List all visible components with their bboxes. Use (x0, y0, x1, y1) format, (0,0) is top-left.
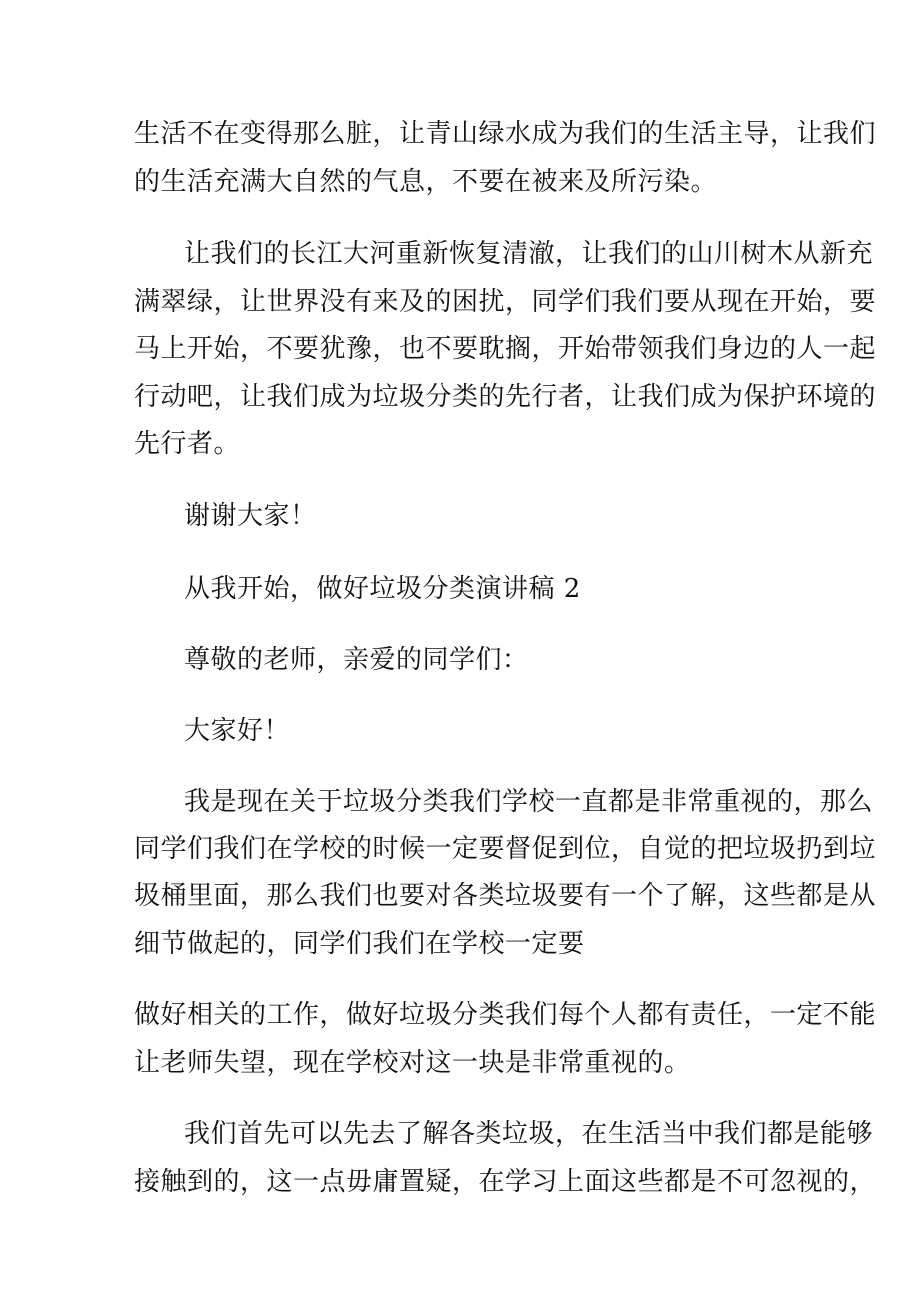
section-title: 从我开始，做好垃圾分类演讲稿 2 (184, 574, 581, 604)
text-line: 接触到的，这一点毋庸置疑，在学习上面这些都是不可忽视的， (134, 1167, 877, 1197)
text-line: 我是现在关于垃圾分类我们学校一直都是非常重视的，那么 (184, 787, 874, 817)
text-line: 让我们的长江大河重新恢复清澈，让我们的山川树木从新充 (184, 239, 874, 269)
text-line: 先行者。 (134, 429, 241, 459)
text-line: 我们首先可以先去了解各类垃圾，在生活当中我们都是能够 (184, 1119, 874, 1149)
text-line: 谢谢大家！ (184, 501, 317, 531)
text-line: 生活不在变得那么脏，让青山绿水成为我们的生活主导，让我们 (134, 119, 877, 149)
text-line: 让老师失望，现在学校对这一块是非常重视的。 (134, 1048, 691, 1078)
text-line: 的生活充满大自然的气息，不要在被来及所污染。 (134, 167, 718, 197)
text-line: 同学们我们在学校的时候一定要督促到位，自觉的把垃圾扔到垃 (134, 834, 877, 864)
greeting: 大家好！ (184, 716, 291, 746)
text-line: 圾桶里面，那么我们也要对各类垃圾要有一个了解，这些都是从 (134, 881, 877, 911)
text-line: 细节做起的，同学们我们在学校一定要 (134, 929, 585, 959)
text-line: 马上开始，不要犹豫，也不要耽搁，开始带领我们身边的人一起 (134, 334, 877, 364)
text-line: 满翠绿，让世界没有来及的困扰，同学们我们要从现在开始，要 (134, 287, 877, 317)
salutation: 尊敬的老师，亲爱的同学们： (184, 645, 529, 675)
text-line: 做好相关的工作，做好垃圾分类我们每个人都有责任，一定不能 (134, 1000, 877, 1030)
text-line: 行动吧，让我们成为垃圾分类的先行者，让我们成为保护环境的 (134, 382, 877, 412)
